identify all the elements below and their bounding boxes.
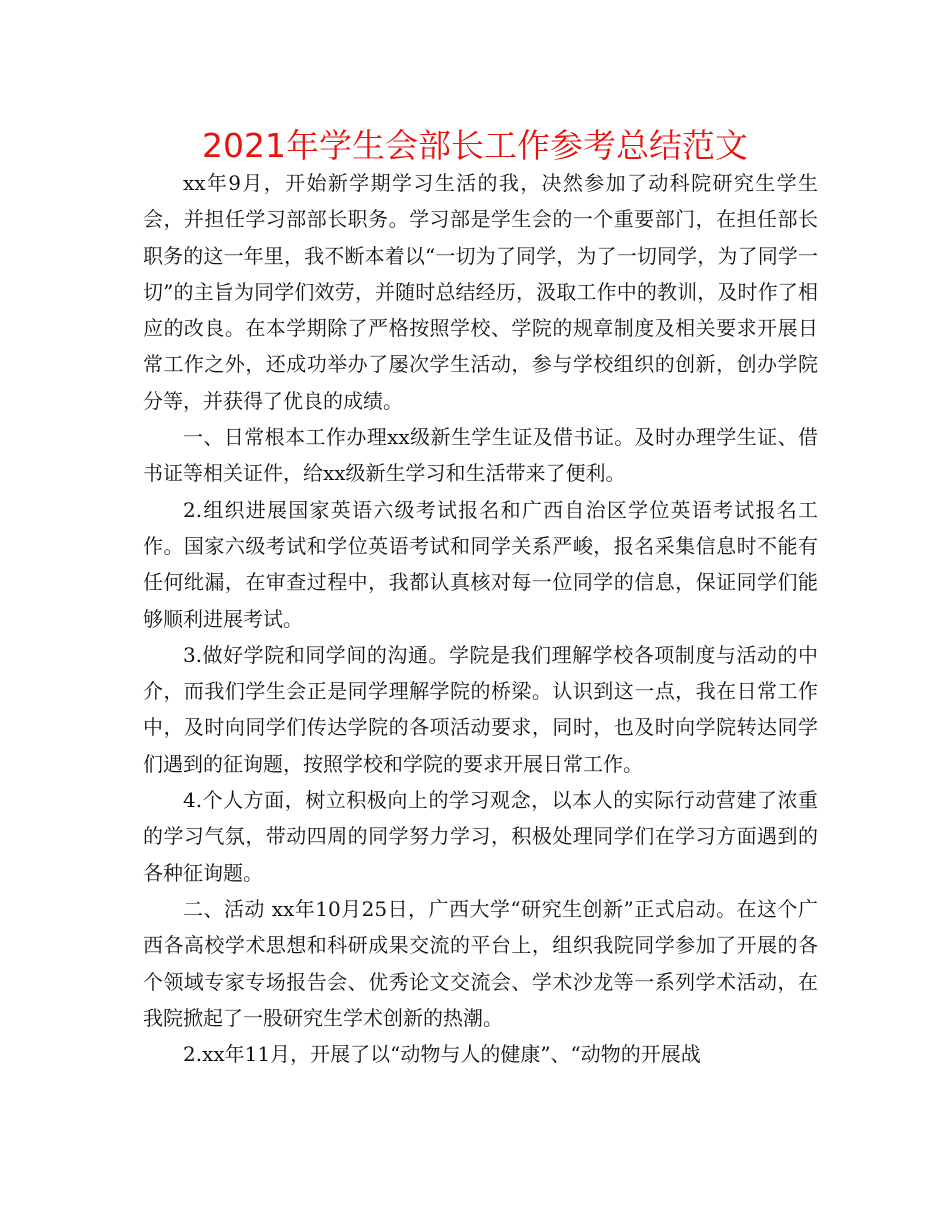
document-body <box>143 165 818 1072</box>
paragraph-section-2: 二、活动 xx年10月25日，广西大学“研究生创新”正式启动。在这个广西各高校学术思想和科研成果交流的平台上，组织我院同学参加了开展的各个领域专家专场报告会、优秀论文交流会、学术沙龙等一系列学术活动，在我院掀起了一股研究生学术创新的热潮。 <box>143 896 818 1030</box>
document-title: 2021年学生会部长工作参考总结范文 <box>202 126 748 165</box>
paragraph-item-2: 2.组织进展国家英语六级考试报名和广西自治区学位英语考试报名工作。国家六级考试和学位英语考试和同学关系严峻，报名采集信息时不能有任何纰漏，在审查过程中，我都认真核对每一位同学的信息，保证同学们能够顺利进展考试。 <box>143 497 818 631</box>
paragraph-item-2b: 2.xx年11月，开展了以“动物与人的健康”、“动物的开展战 <box>183 1042 701 1067</box>
paragraph-section-1: 一、日常根本工作办理xx级新生学生证及借书证。及时办理学生证、借书证等相关证件，给xx级新生学习和生活带来了便利。 <box>143 425 818 486</box>
paragraph-item-3: 3.做好学院和同学间的沟通。学院是我们理解学校各项制度与活动的中介，而我们学生会正是同学理解学院的桥梁。认识到这一点，我在日常工作中，及时向同学们传达学院的各项活动要求，同时，也及时向学院转达同学们遇到的征询题，按照学校和学院的要求开展日常工作。 <box>143 642 818 776</box>
paragraph-item-4: 4.个人方面，树立积极向上的学习观念，以本人的实际行动营建了浓重的学习气氛，带动四周的同学努力学习，积极处理同学们在学习方面遇到的各种征询题。 <box>143 788 818 885</box>
paragraph-intro: xx年9月，开始新学期学习生活的我，决然参加了动科院研究生学生会，并担任学习部部长职务。学习部是学生会的一个重要部门，在担任部长职务的这一年里，我不断本着以“一切为了同学，为了一切同学，为了同学一切”的主旨为同学们效劳，并随时总结经历，汲取工作中的教训，及时作了相应的改良。在本学期除了严格按照学校、学院的规章制度及相关要求开展日常工作之外，还成功举办了屡次学生活动，参与学校组织的创新，创办学院分等，并获得了优良的成绩。 <box>143 171 818 413</box>
